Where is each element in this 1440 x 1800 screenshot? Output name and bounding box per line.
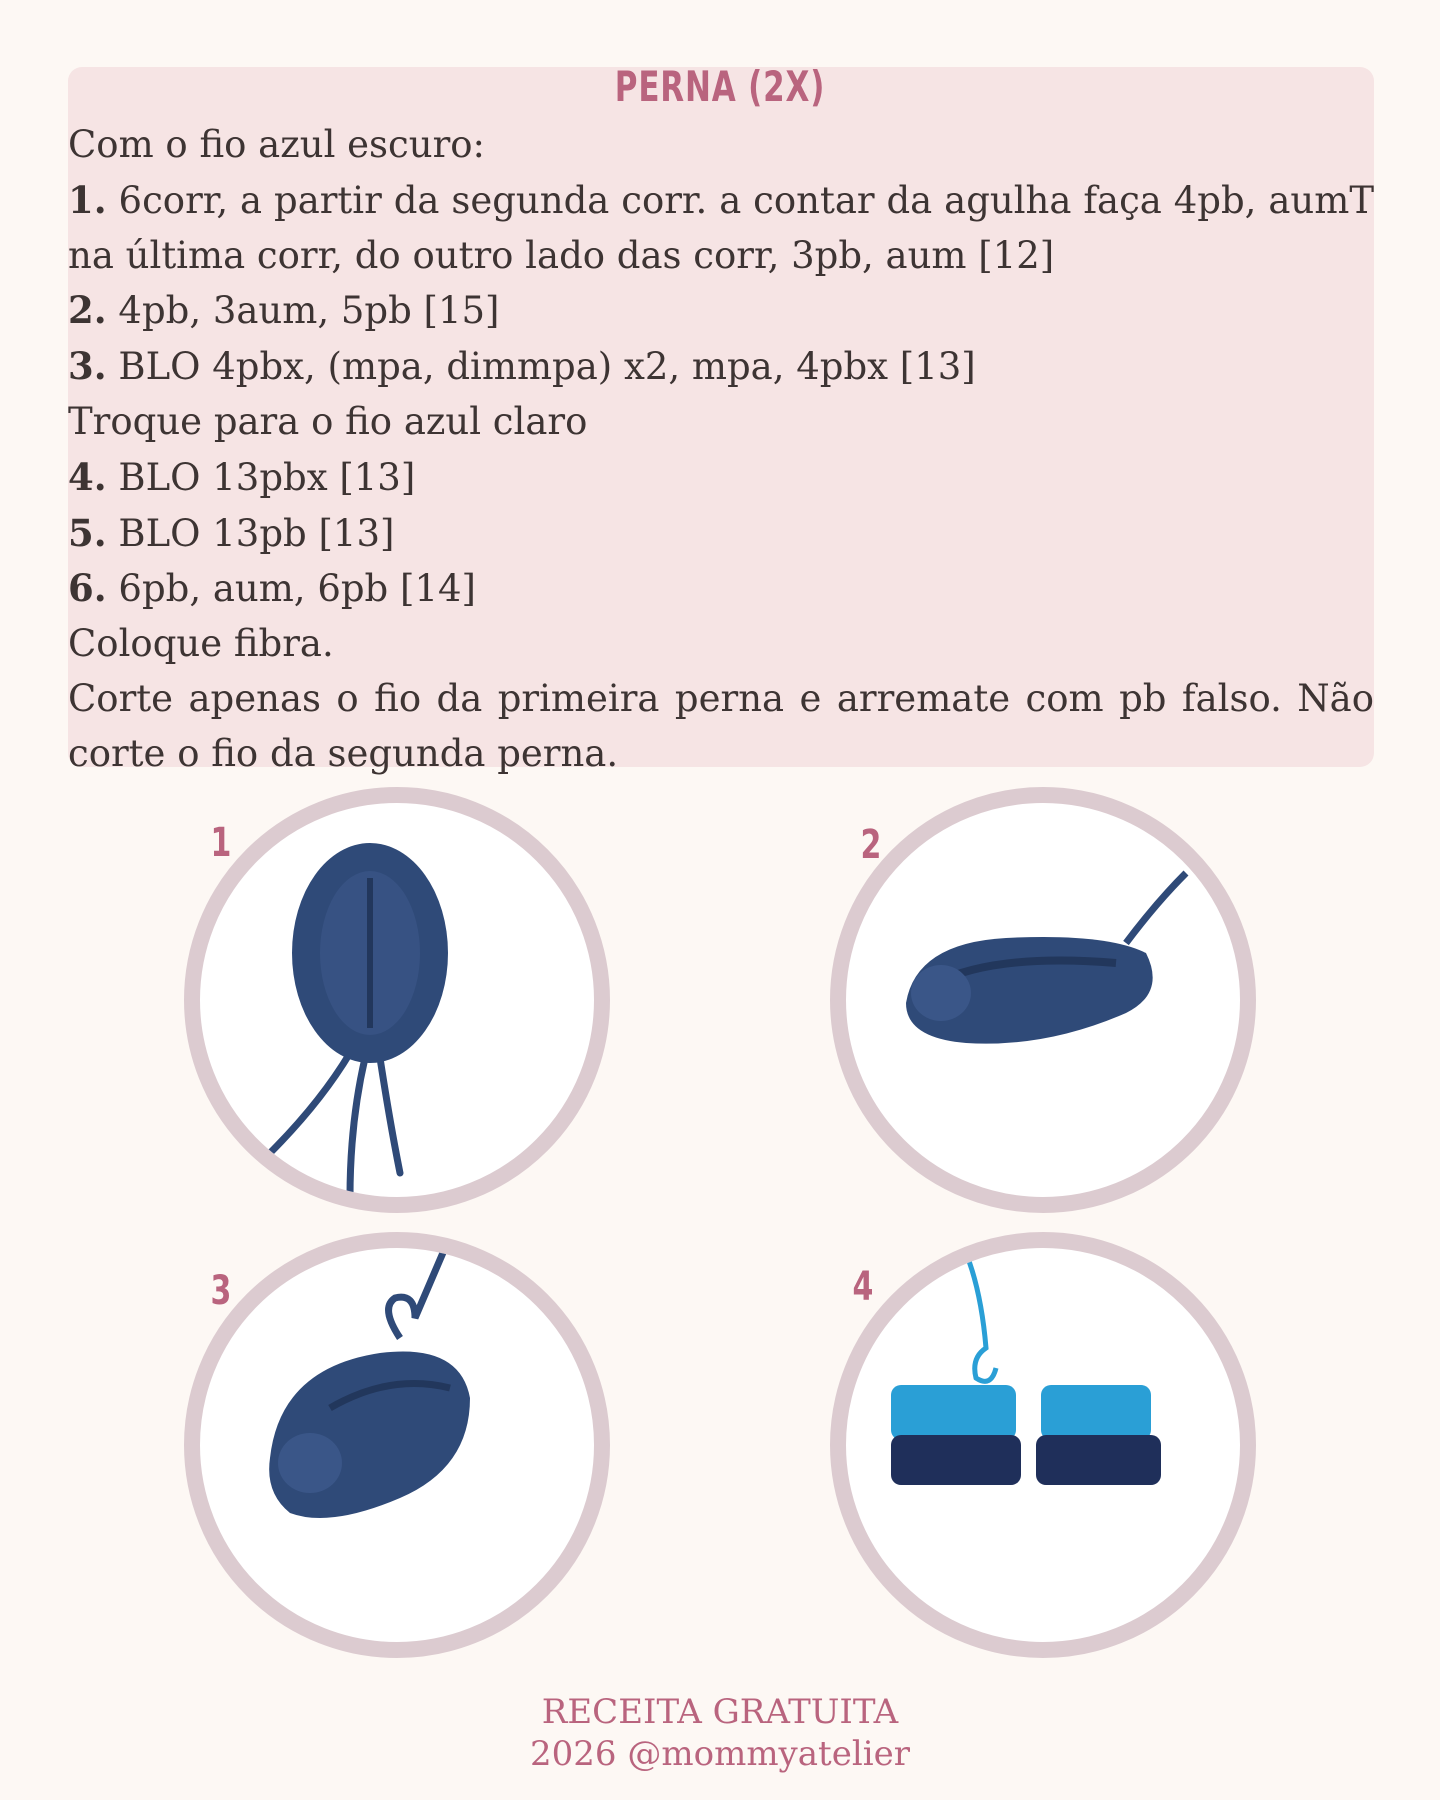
round-3: 3. BLO 4pbx, (mpa, dimmpa) x2, mpa, 4pbx [13]	[68, 344, 976, 389]
page-title: PERNA (2X)	[614, 62, 826, 111]
round-6: 6. 6pb, aum, 6pb [14]	[68, 566, 476, 611]
crochet-piece-image	[200, 1248, 594, 1642]
color-change-line: Troque para o fio azul claro	[68, 399, 588, 443]
intro-line: Com o fio azul escuro:	[68, 123, 486, 166]
photo-step-1	[184, 787, 610, 1213]
round-5: 5. BLO 13pb [13]	[68, 510, 395, 555]
round-4: 4. BLO 13pbx [13]	[68, 454, 416, 499]
photo-step-3	[184, 1232, 610, 1658]
round-1: 1. 6corr, a partir da segunda corr. a contar da agulha faça 4pb, aumT na última corr, do outro lado das corr, 3pb, aum [12]	[68, 177, 1374, 277]
footer-line-2: 2026 @mommyatelier	[530, 1734, 910, 1774]
step-label-2: 2	[860, 822, 882, 868]
photo-step-4	[830, 1232, 1256, 1658]
crochet-sole-image	[846, 803, 1240, 1197]
crochet-sole-image	[200, 803, 594, 1197]
crochet-legs-image	[846, 1248, 1240, 1642]
round-2: 2. 4pb, 3aum, 5pb [15]	[68, 288, 500, 333]
step-label-3: 3	[210, 1268, 232, 1314]
step-label-4: 4	[852, 1264, 874, 1310]
footer-line-1: RECEITA GRATUITA	[541, 1692, 899, 1732]
instructions-text	[68, 118, 1374, 782]
step-label-1: 1	[210, 820, 232, 866]
finish-line: Corte apenas o fio da primeira perna e arremate com pb falso. Não corte o fio da segunda perna.	[68, 676, 1374, 775]
stuffing-line: Coloque fibra.	[68, 622, 334, 666]
photo-step-2	[830, 787, 1256, 1213]
